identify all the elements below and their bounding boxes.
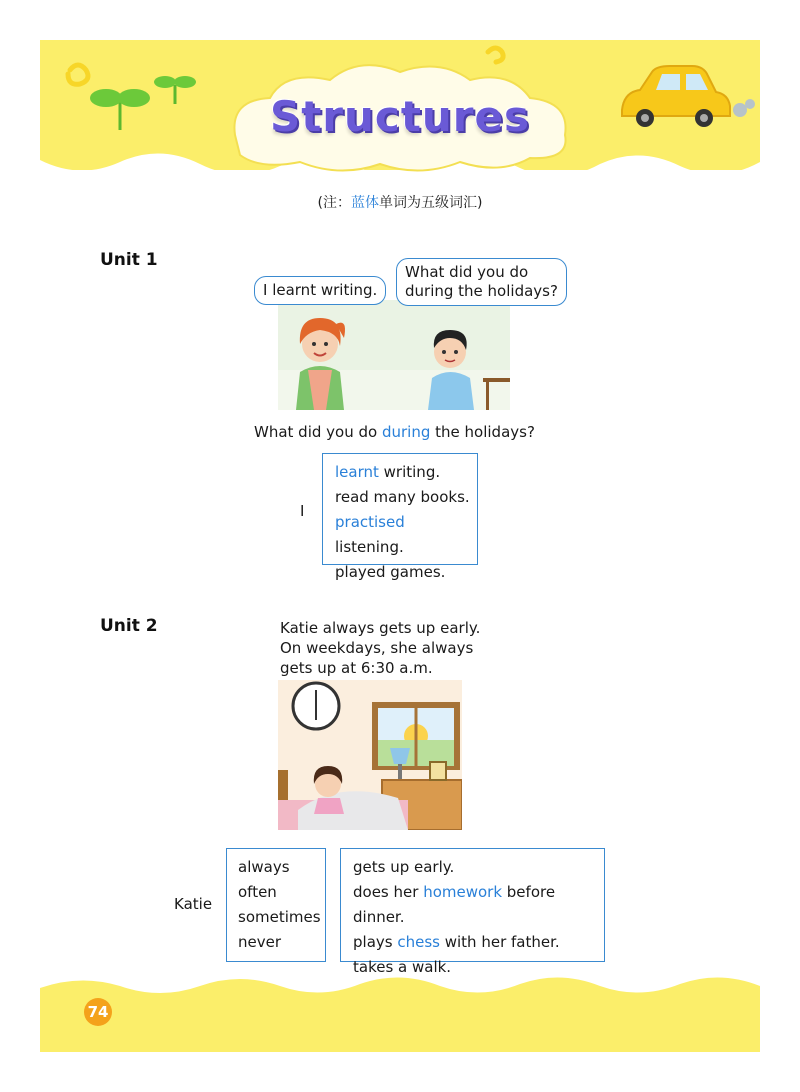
- activity-box: [340, 848, 605, 976]
- frequency-item: always: [238, 858, 290, 876]
- activity-post: with her father.: [439, 933, 560, 951]
- answer-text: played games.: [335, 563, 446, 581]
- activity-blue: chess: [397, 933, 440, 951]
- answer-text: writing.: [378, 463, 441, 481]
- activity-pre: plays: [353, 933, 398, 951]
- unit1-illustration: [278, 300, 510, 410]
- activity-pre: takes a walk.: [353, 958, 452, 976]
- answer-row: [335, 560, 477, 585]
- activity-pre: does her: [353, 883, 424, 901]
- answer-row: [335, 460, 477, 485]
- caption-line1: Katie always gets up early.: [280, 619, 481, 637]
- boy-speech-bubble: [396, 258, 567, 306]
- activity-pre: gets up early.: [353, 858, 455, 876]
- frequency-item: often: [238, 883, 277, 901]
- girl-speech-text: I learnt writing.: [263, 281, 378, 299]
- unit1-answer-box: [322, 453, 478, 581]
- answer-highlight: learnt: [335, 463, 379, 481]
- boy-speech-line1: What did you do: [405, 263, 529, 281]
- unit2-caption: [280, 618, 480, 678]
- frequency-item: never: [238, 933, 282, 951]
- footer-banner: [40, 970, 760, 1052]
- boy-speech-line2: during the holidays?: [405, 282, 558, 300]
- activity-item: [353, 930, 604, 955]
- caption-line3: gets up at 6:30 a.m.: [280, 659, 433, 677]
- question-pre: What did you do: [254, 423, 382, 441]
- page-title: Structures: [269, 92, 530, 141]
- unit2-heading: Unit 2: [100, 616, 158, 636]
- katie-icon: [314, 766, 344, 814]
- activity-item: [353, 855, 604, 880]
- unit1-heading: Unit 1: [100, 250, 158, 270]
- window-icon: [372, 702, 460, 770]
- girl-speech-bubble: [254, 276, 386, 305]
- unit2-subject: Katie: [174, 895, 213, 913]
- question-post: the holidays?: [430, 423, 535, 441]
- answer-text: read many books.: [335, 488, 470, 506]
- answer-text: listening.: [335, 538, 404, 556]
- unit1-question: [254, 422, 535, 442]
- vocabulary-note: [40, 192, 760, 212]
- answer-row: [335, 485, 477, 510]
- activity-blue: homework: [423, 883, 503, 901]
- activity-post: before dinner.: [353, 883, 556, 926]
- note-rest: 单词为五级词汇): [379, 195, 483, 211]
- caption-line2: On weekdays, she always: [280, 639, 474, 657]
- answer-highlight: practised: [335, 513, 405, 531]
- question-blue: during: [381, 423, 431, 441]
- unit1-subject: I: [300, 502, 305, 520]
- page-number-badge: 74: [84, 998, 112, 1026]
- frequency-box: [226, 848, 326, 962]
- frequency-item: sometimes: [238, 908, 321, 926]
- note-open: (注：: [317, 195, 351, 211]
- unit2-illustration: [278, 680, 462, 830]
- answer-row: [335, 510, 477, 560]
- note-highlight: 蓝体: [351, 195, 379, 211]
- clock-icon: [293, 683, 339, 729]
- activity-item: [353, 880, 604, 930]
- page: [40, 40, 760, 1052]
